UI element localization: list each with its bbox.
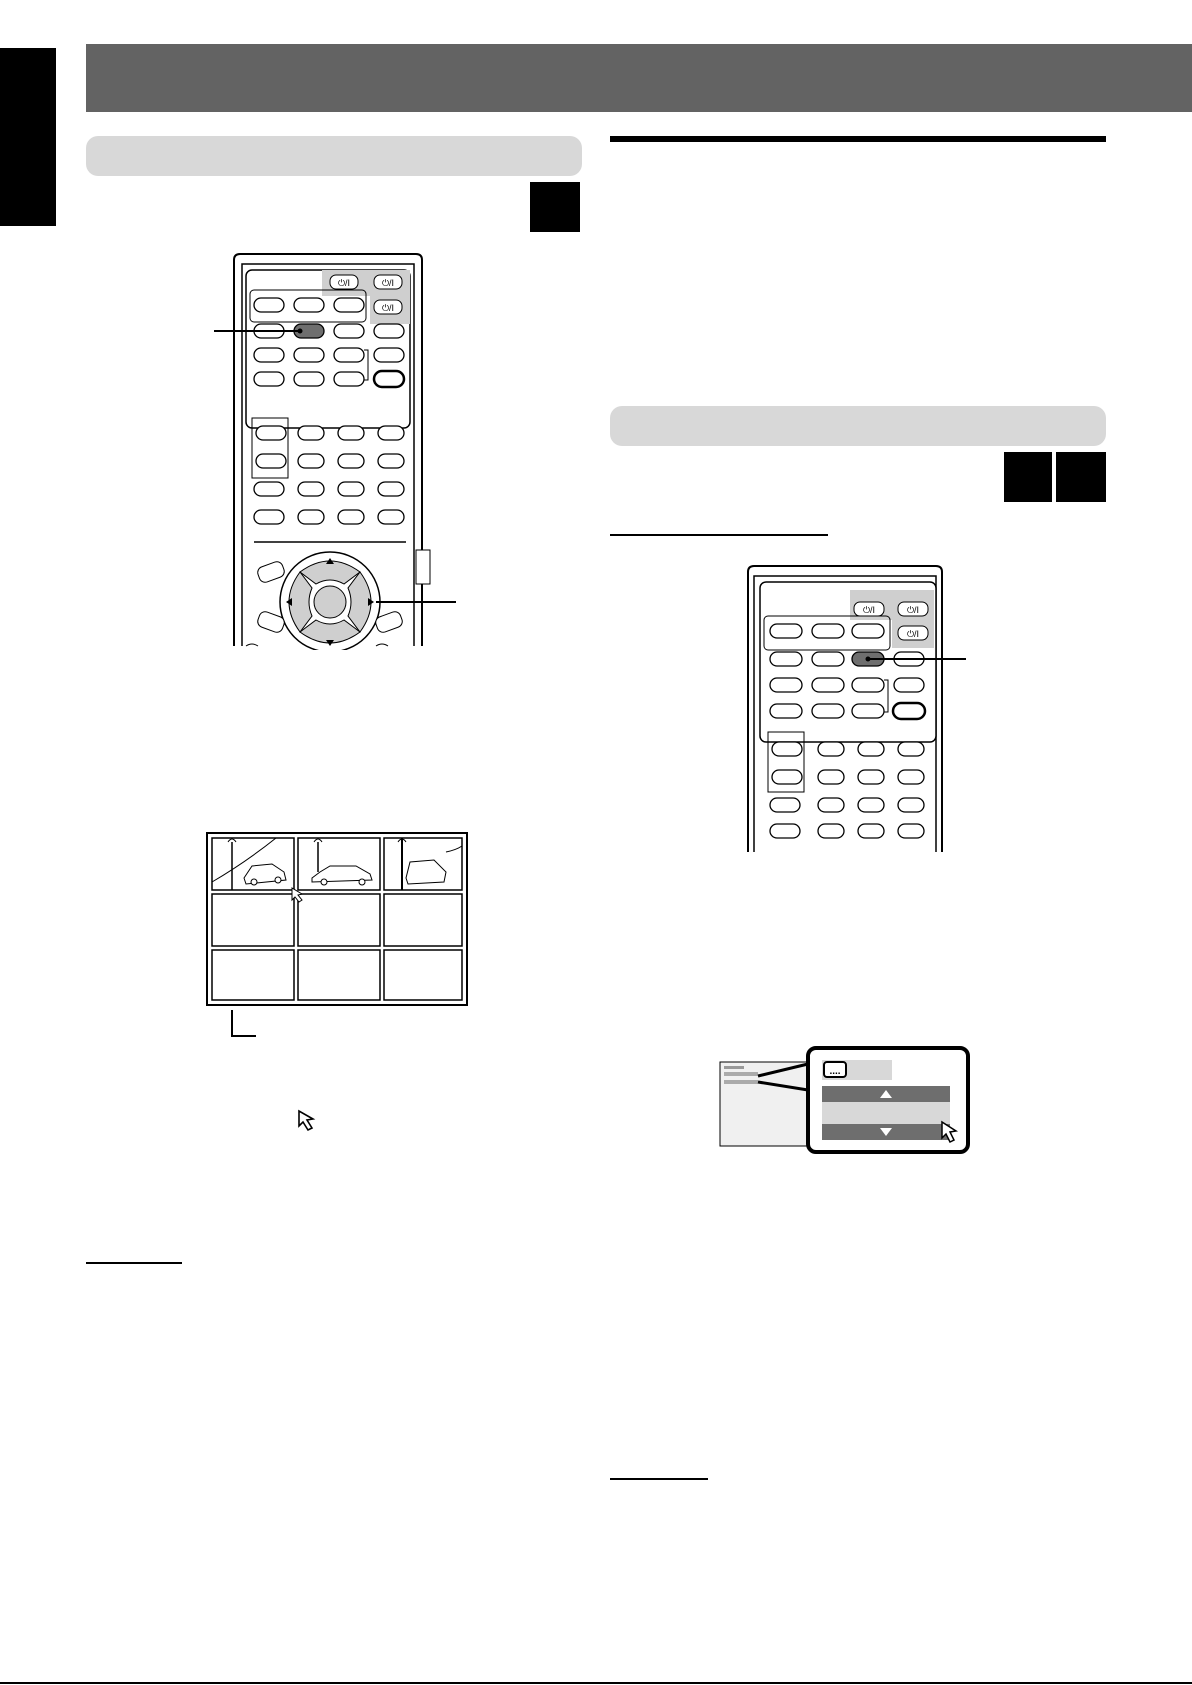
digest-screen-illustration: [206, 832, 468, 1038]
notes-underline-left: [86, 1262, 182, 1264]
section-band-left: [86, 136, 582, 176]
disc-type-badge-c: [1056, 452, 1106, 502]
section-rule-right: [610, 136, 1106, 142]
page-header-bar: [86, 44, 1192, 112]
disc-type-badge-a: [530, 182, 580, 232]
notes-underline-right: [610, 1478, 708, 1480]
language-edge-tab: [0, 48, 56, 226]
cursor-arrow-icon: [296, 1108, 322, 1134]
remote-illustration-left: [180, 250, 480, 650]
subtitle-osd-illustration: [718, 1044, 972, 1156]
svg-text:⏻/I: ⏻/I: [906, 605, 920, 615]
subheading-underline-right: [610, 534, 828, 536]
svg-text:⏻/I: ⏻/I: [862, 605, 876, 615]
svg-text:⏻/I: ⏻/I: [381, 278, 395, 288]
svg-text:....: ....: [829, 1066, 841, 1077]
remote-illustration-right: [740, 562, 980, 854]
disc-type-badge-b: [1004, 452, 1052, 502]
svg-text:⏻/I: ⏻/I: [381, 303, 395, 313]
svg-text:⏻/I: ⏻/I: [906, 629, 920, 639]
svg-text:⏻/I: ⏻/I: [337, 278, 351, 288]
footer-rule: [0, 1682, 1192, 1684]
section-band-right: [610, 406, 1106, 446]
